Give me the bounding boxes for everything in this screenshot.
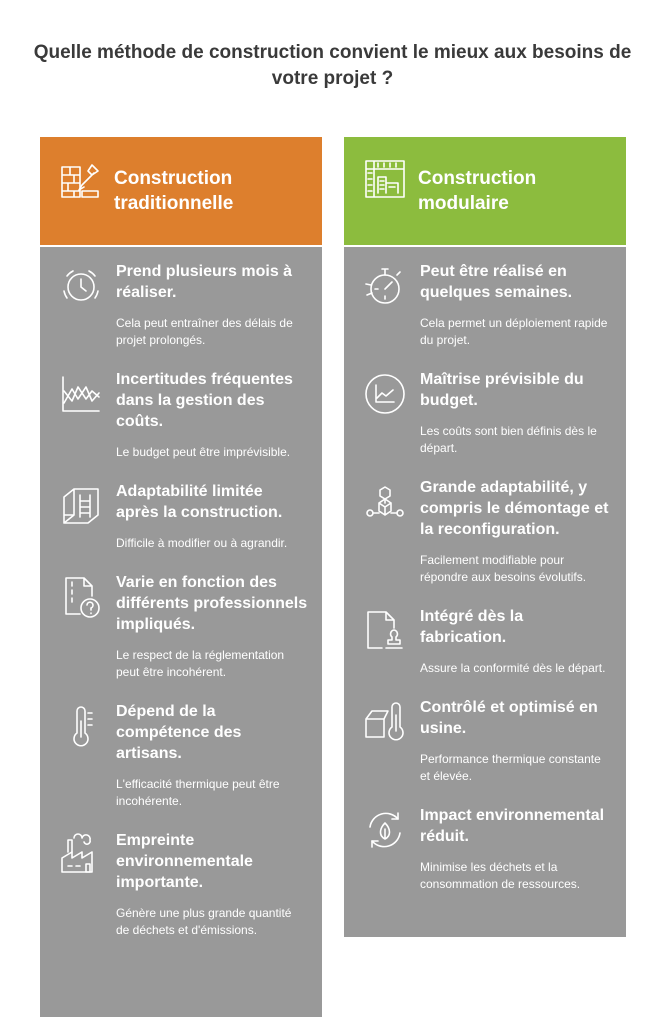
page-title: Quelle méthode de construction convient le mieux aux besoins de votre projet ? — [33, 42, 632, 89]
stopwatch-icon — [362, 263, 408, 309]
item-title: Intégré dès la fabrication. — [420, 608, 524, 646]
item-title: Varie en fonction des différents professionnels impliqués. — [116, 574, 308, 633]
item-description: Cela peut entraîner des délais de projet prolongés. — [116, 316, 293, 347]
list-item — [344, 477, 626, 586]
item-description: L'efficacité thermique peut être incohérente. — [116, 777, 280, 808]
traditional-header — [40, 137, 322, 247]
modular-column — [344, 137, 626, 937]
traditional-title: Construction traditionnelle — [114, 168, 234, 214]
list-item — [344, 805, 626, 893]
item-title: Contrôlé et optimisé en usine. — [420, 699, 598, 737]
item-description: Génère une plus grande quantité de déchets et d'émissions. — [116, 906, 292, 937]
list-item — [344, 697, 626, 785]
factory-smoke-icon — [58, 832, 104, 878]
recycle-leaf-icon — [362, 807, 408, 853]
list-item — [40, 261, 322, 349]
modular-cubes-icon — [362, 479, 408, 525]
traditional-list — [40, 247, 322, 1017]
item-title: Empreinte environnementale importante. — [116, 832, 253, 891]
item-description: Facilement modifiable pour répondre aux besoins évolutifs. — [420, 553, 587, 584]
item-title: Maîtrise prévisible du budget. — [420, 371, 584, 409]
item-description: Cela permet un déploiement rapide du projet. — [420, 316, 608, 347]
item-title: Incertitudes fréquentes dans la gestion des coûts. — [116, 371, 293, 430]
list-item — [40, 481, 322, 552]
item-description: Les coûts sont bien définis dès le départ. — [420, 424, 597, 455]
list-item — [344, 261, 626, 349]
brick-wall-trowel-icon — [58, 157, 104, 203]
list-item — [40, 830, 322, 939]
document-stamp-icon — [362, 608, 408, 654]
item-description: Le respect de la réglementation peut être incohérent. — [116, 648, 285, 679]
item-title: Impact environnemental réduit. — [420, 807, 605, 845]
item-title: Dépend de la compétence des artisans. — [116, 703, 242, 762]
list-item — [344, 606, 626, 677]
item-description: Difficile à modifier ou à agrandir. — [116, 536, 288, 550]
modular-list — [344, 247, 626, 937]
traditional-column — [40, 137, 322, 1017]
item-description: Le budget peut être imprévisible. — [116, 445, 291, 459]
thermometer-icon — [58, 703, 104, 749]
list-item — [40, 701, 322, 810]
list-item — [40, 369, 322, 461]
item-title: Peut être réalisé en quelques semaines. — [420, 263, 573, 301]
item-title: Prend plusieurs mois à réaliser. — [116, 263, 293, 301]
modular-title: Construction modulaire — [418, 168, 537, 214]
modular-header — [344, 137, 626, 247]
ladder-wall-icon — [58, 483, 104, 529]
clock-icon — [58, 263, 104, 309]
blueprint-building-icon — [362, 157, 408, 203]
item-description: Minimise les déchets et la consommation de ressources. — [420, 860, 581, 891]
document-question-icon — [58, 574, 104, 620]
item-description: Performance thermique constante et élevée. — [420, 752, 601, 783]
volatile-chart-icon — [58, 371, 104, 417]
item-title: Adaptabilité limitée après la construction. — [116, 483, 283, 521]
item-title: Grande adaptabilité, y compris le démontage et la reconfiguration. — [420, 479, 609, 538]
steady-chart-icon — [362, 371, 408, 417]
item-description: Assure la conformité dès le départ. — [420, 661, 606, 675]
box-thermometer-icon — [362, 699, 408, 745]
list-item — [40, 572, 322, 681]
list-item — [344, 369, 626, 457]
